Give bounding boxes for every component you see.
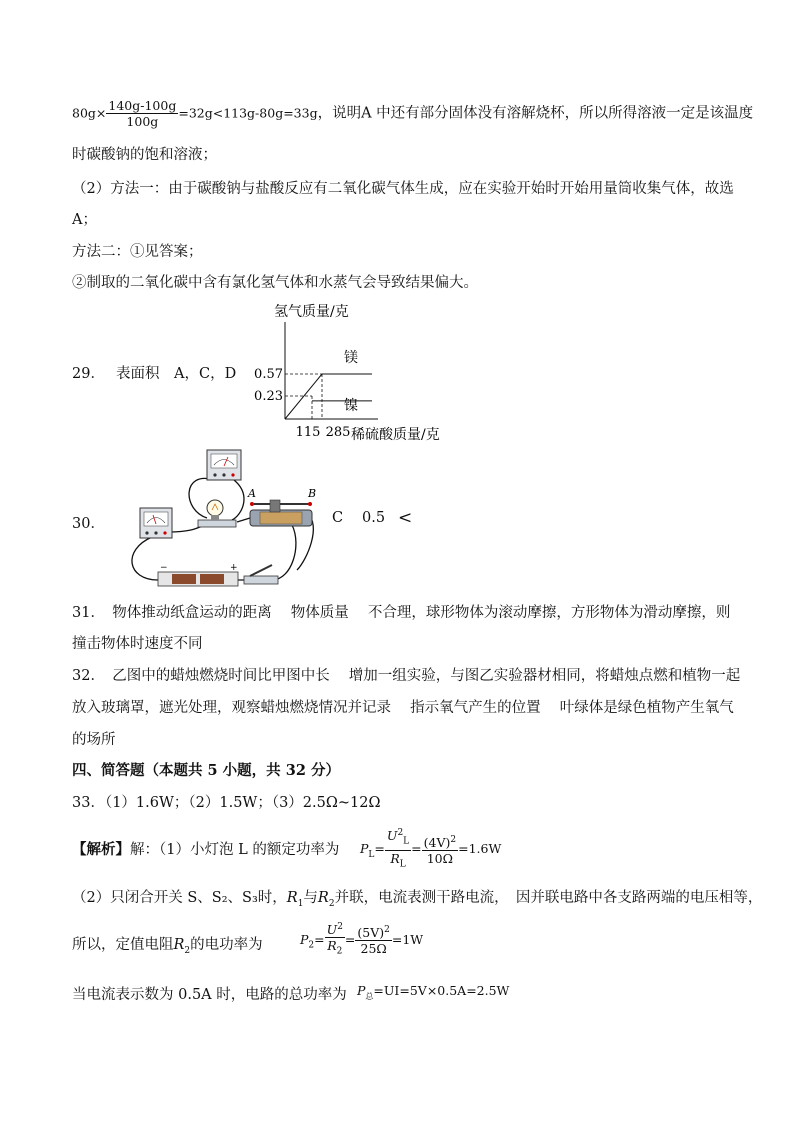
chart-ylabel: 氢气质量/克: [274, 304, 349, 320]
question-32-line: 的场所: [72, 732, 116, 748]
terminal-label-b: B: [308, 487, 317, 500]
terminal-label-a: A: [248, 487, 256, 500]
circuit-wire: [132, 537, 158, 580]
formula-1-denominator: 10Ω: [426, 850, 454, 866]
calc-line: [72, 98, 753, 129]
section-heading: 四、简答题（本题共 5 小题，共 32 分）: [72, 762, 340, 779]
formula-rated-power: $P_L=$ $\frac{U^2_L}{R_L}$ = $\frac{(4V)^2}{10\Omega}$ =1.6W: [360, 828, 502, 870]
circuit-wire: [237, 525, 296, 580]
question-30-number: 30．: [72, 516, 105, 532]
x-tick-label: 285: [325, 425, 351, 440]
svg-text:−: −: [160, 563, 168, 573]
formula-2-result: =1W: [391, 931, 424, 947]
question-31-line: 31． 物体推动纸盒运动的距离 物体质量 不合理，球形物体为滚动摩擦，方形物体为滑动摩擦，则: [72, 605, 731, 621]
analysis-line: 当电流表示数为 0.5A 时，电路的总功率为: [72, 987, 347, 1003]
text-line: ②制取的二氧化碳中含有氯化氢气体和水蒸气会导致结果偏大。: [72, 275, 478, 291]
circuit-diagram: [122, 440, 328, 592]
formula-1-result: =1.6W: [458, 841, 502, 857]
question-30-answer-c: C: [332, 510, 344, 526]
calc-prefix: 80g×: [72, 105, 107, 121]
question-31-line: 撞击物体时速度不同: [72, 636, 203, 652]
circuit-wire: [237, 518, 250, 522]
calc-fraction-denominator: 100g: [126, 114, 159, 129]
formula-1-numerator: (4V): [423, 834, 451, 850]
analysis-line: 所以，定值电阻$R_2$的电功率为: [72, 937, 263, 956]
text-line: A；: [72, 212, 97, 228]
hydrogen-mass-chart: [250, 298, 460, 446]
text-line: 方法二：①见答案；: [72, 244, 203, 260]
formula-total-power: $P_总=UI=5V\times 0.5A=2.5W$: [357, 983, 510, 1001]
formula-2-numerator: (5V): [357, 925, 385, 941]
question-30-answer-compare: <: [398, 508, 413, 528]
ammeter: [140, 508, 172, 538]
text-line: 时碳酸钠的饱和溶液；: [72, 147, 217, 163]
svg-text:+: +: [230, 563, 238, 573]
formula-2-denominator: 25Ω: [360, 941, 387, 957]
analysis-text: 解：（1）小灯泡 L 的额定功率为: [130, 842, 340, 858]
text-line: （2）方法一：由于碳酸钠与盐酸反应有二氧化碳气体生成，应在实验开始时开始用量筒收集气体，故选: [72, 181, 734, 197]
switch: [244, 565, 278, 584]
analysis-line: [72, 838, 339, 859]
question-32-line: 放入玻璃罩，遮光处理，观察蜡烛燃烧情况并记录 指示氧气产生的位置 叶绿体是绿色植物产生氧气: [72, 700, 734, 716]
calc-fraction-numerator: 140g-100g: [108, 98, 177, 113]
voltmeter: [207, 450, 241, 480]
question-33-answers: 33．（1）1.6W；（2）1.5W；（3）2.5Ω~12Ω: [72, 795, 381, 811]
calc-explanation: ，说明A 中还有部分固体没有溶解烧杯，所以所得溶液一定是该温度: [317, 105, 754, 122]
formula-resistor-power: $P_2=$ $\frac{U^2}{R_2}$ = $\frac{(5V)^2}{25\Omega}$ =1W: [300, 922, 424, 957]
question-29-answer: 表面积 A，C，D: [116, 366, 237, 382]
analysis-label: 【解析】: [72, 841, 130, 858]
question-30-answer-value: 0.5: [362, 510, 386, 526]
light-bulb: [198, 500, 236, 527]
x-tick-label: 115: [295, 425, 321, 440]
formula-3: =UI=5V×0.5A=2.5W: [373, 983, 510, 998]
calc-result: =32g<113g-80g=33g: [178, 105, 318, 121]
question-32-line: 32． 乙图中的蜡烛燃烧时间比甲图中长 增加一组实验，与图乙实验器材相同，将蜡烛点燃和植物一起: [72, 668, 741, 684]
calc-fraction: [106, 98, 178, 129]
series-line-mg: [285, 374, 322, 419]
total-subscript: 总: [365, 991, 374, 1001]
series-label-mg: 镁: [344, 350, 358, 366]
y-tick-label: 0.57: [254, 367, 283, 382]
y-tick-label: 0.23: [254, 389, 283, 404]
battery: [158, 563, 238, 586]
analysis-line: （2）只闭合开关 S、S₂、S₃时，$R_1$与$R_2$并联，电流表测干路电流， 因并联电路中各支路两端的电压相等，: [72, 890, 763, 909]
chart-xlabel: 稀硫酸质量/克: [351, 427, 440, 443]
sliding-rheostat: [250, 500, 312, 526]
series-label-ni: 镍: [344, 398, 358, 414]
question-29-number: 29．: [72, 366, 105, 382]
circuit-wire: [232, 480, 244, 520]
